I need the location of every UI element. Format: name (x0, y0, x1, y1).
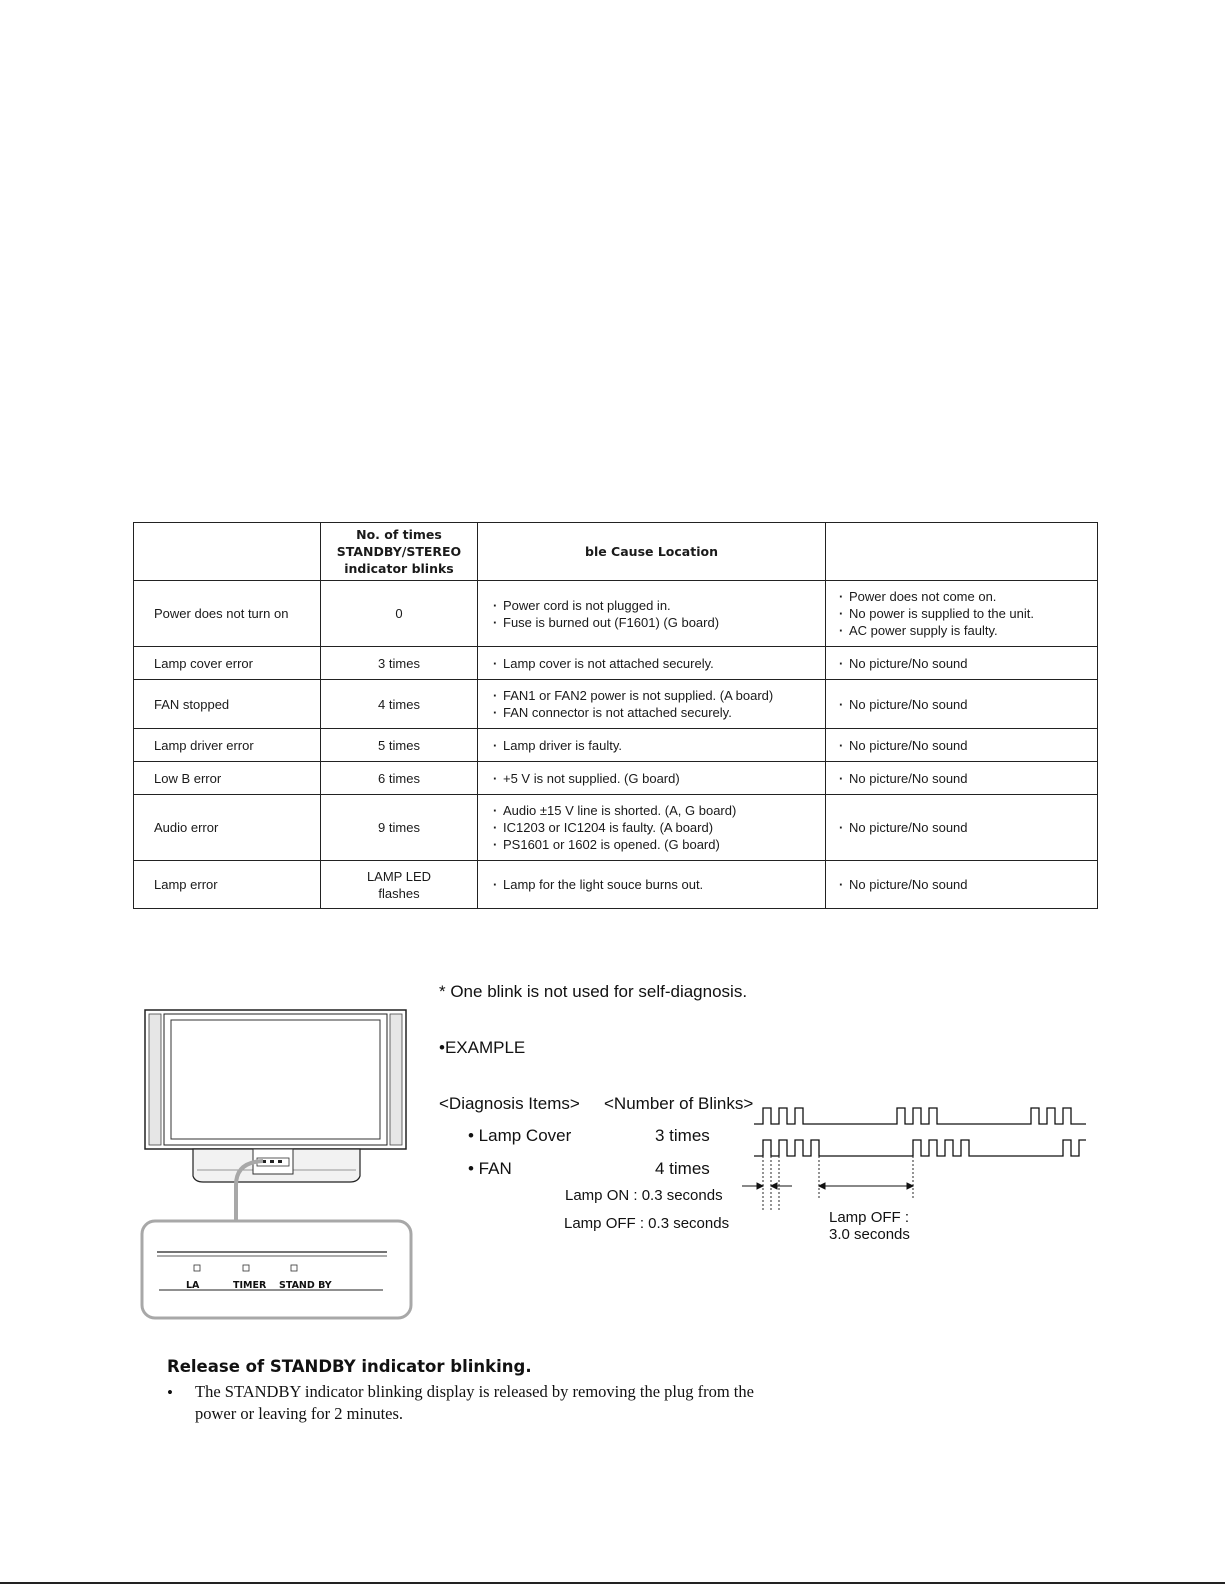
la-led (194, 1265, 200, 1271)
indicator-label-timer: TIMER (233, 1280, 267, 1291)
result-cell (826, 680, 1098, 729)
blink-count-cell: 9 times (321, 795, 478, 861)
cause-cell (478, 861, 826, 909)
table-row (134, 581, 1098, 647)
cause-item: · FAN1 or FAN2 power is not supplied. (A board) (493, 687, 815, 704)
example-blinks-fan: 4 times (655, 1159, 710, 1178)
result-cell (826, 795, 1098, 861)
result-cell (826, 762, 1098, 795)
timer-led (243, 1265, 249, 1271)
release-text: The STANDBY indicator blinking display is released by removing the plug from the power or leaving for 2 minutes. (195, 1382, 754, 1423)
release-bullet: • (167, 1383, 173, 1402)
blink-count-cell: 3 times (321, 647, 478, 680)
result-item: · No picture/No sound (839, 819, 1087, 836)
table-row (134, 762, 1098, 795)
cause-cell (478, 581, 826, 647)
fan-waveform (754, 1140, 1086, 1156)
blink-timing-diagram (740, 1100, 1100, 1210)
left-speaker (149, 1014, 161, 1145)
result-item: · Power does not come on. (839, 588, 1087, 605)
cause-item: · +5 V is not supplied. (G board) (493, 770, 815, 787)
cause-item: · Lamp driver is faulty. (493, 737, 815, 754)
cause-cell (478, 647, 826, 680)
result-item: · No picture/No sound (839, 696, 1087, 713)
number-of-blinks-header: <Number of Blinks> (604, 1094, 754, 1113)
example-item-fan: • FAN (468, 1159, 512, 1178)
blink-count-cell: 6 times (321, 762, 478, 795)
blink-count-cell: 0 (321, 581, 478, 647)
result-item: · No picture/No sound (839, 876, 1087, 893)
blink-count-cell: 4 times (321, 680, 478, 729)
cause-item: · IC1203 or IC1204 is faulty. (A board) (493, 819, 815, 836)
header-result (826, 523, 1098, 581)
result-item: · AC power supply is faulty. (839, 622, 1087, 639)
screen (171, 1020, 380, 1139)
indicator-label-la: LA (186, 1280, 200, 1291)
lamp-off-long-duration: 3.0 seconds (829, 1226, 910, 1243)
header-cause-location: ble Cause Location (478, 523, 826, 581)
symptom-cell: Lamp driver error (134, 729, 321, 762)
result-cell (826, 729, 1098, 762)
result-cell (826, 647, 1098, 680)
lamp-cover-waveform (754, 1108, 1086, 1124)
table-row (134, 680, 1098, 729)
bottom-rule (0, 1582, 1225, 1584)
cause-cell (478, 680, 826, 729)
example-blinks-lamp-cover: 3 times (655, 1126, 710, 1145)
release-heading: Release of STANDBY indicator blinking. (167, 1357, 532, 1376)
cause-cell (478, 729, 826, 762)
example-label: •EXAMPLE (439, 1038, 526, 1057)
cause-item: · Lamp for the light souce burns out. (493, 876, 815, 893)
cause-item: · PS1601 or 1602 is opened. (G board) (493, 836, 815, 853)
table-row (134, 861, 1098, 909)
symptom-cell: Audio error (134, 795, 321, 861)
blink-count-cell: LAMP LED flashes (321, 861, 478, 909)
cause-item: · FAN connector is not attached securely. (493, 704, 815, 721)
symptom-cell: Lamp error (134, 861, 321, 909)
lamp-off-long-label: Lamp OFF : (829, 1209, 910, 1226)
standby-led (291, 1265, 297, 1271)
symptom-cell: FAN stopped (134, 680, 321, 729)
result-item: · No picture/No sound (839, 770, 1087, 787)
result-item: · No picture/No sound (839, 655, 1087, 672)
self-diagnosis-table (133, 522, 1098, 909)
lamp-on-label: Lamp ON : 0.3 seconds (565, 1187, 723, 1204)
table-header-row (134, 523, 1098, 581)
cause-item: · Fuse is burned out (F1601) (G board) (493, 614, 815, 631)
table-row (134, 647, 1098, 680)
cause-item: · Audio ±15 V line is shorted. (A, G board) (493, 802, 815, 819)
indicator-label-standby: STAND BY (279, 1280, 332, 1291)
result-cell (826, 581, 1098, 647)
table-row (134, 795, 1098, 861)
result-cell (826, 861, 1098, 909)
blink-count-cell: 5 times (321, 729, 478, 762)
cause-item: · Lamp cover is not attached securely. (493, 655, 815, 672)
example-item-lamp-cover: • Lamp Cover (468, 1126, 572, 1145)
lamp-off-label: Lamp OFF : 0.3 seconds (564, 1215, 730, 1232)
cause-item: · Power cord is not plugged in. (493, 597, 815, 614)
symptom-cell: Power does not turn on (134, 581, 321, 647)
right-speaker (390, 1014, 402, 1145)
cause-cell (478, 762, 826, 795)
one-blink-note: * One blink is not used for self-diagnosis. (439, 982, 748, 1001)
symptom-cell: Lamp cover error (134, 647, 321, 680)
header-blink-count: No. of times STANDBY/STEREO indicator blinks (321, 523, 478, 581)
cause-cell (478, 795, 826, 861)
result-item: · No picture/No sound (839, 737, 1087, 754)
diagnosis-items-header: <Diagnosis Items> (439, 1094, 580, 1113)
symptom-cell: Low B error (134, 762, 321, 795)
header-symptom (134, 523, 321, 581)
table-row (134, 729, 1098, 762)
callout-box (142, 1221, 411, 1318)
result-item: · No power is supplied to the unit. (839, 605, 1087, 622)
